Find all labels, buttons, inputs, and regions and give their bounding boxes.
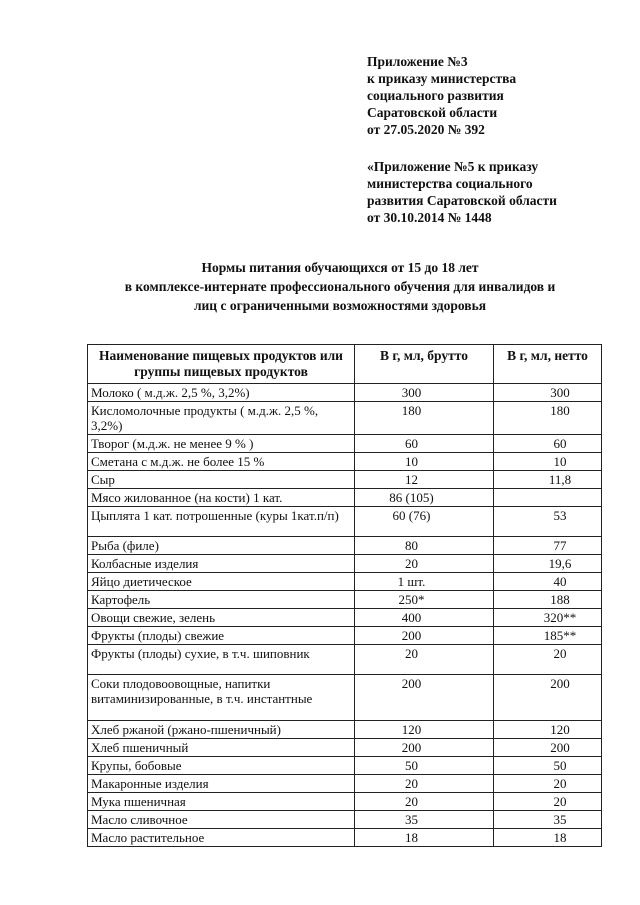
appendix-3-header [367, 53, 516, 138]
table-row [88, 775, 602, 793]
product-name-cell: Молоко ( м.д.ж. 2,5 %, 3,2%) [88, 384, 355, 402]
product-name-cell: Соки плодовоовощные, напитки витаминизированные, в т.ч. инстантные [88, 675, 355, 721]
appendix-5-header [367, 158, 557, 226]
header-net: В г, мл, нетто [494, 345, 602, 384]
table-row [88, 435, 602, 453]
product-name-cell: Сыр [88, 471, 355, 489]
title-line: Нормы питания обучающихся от 15 до 18 лет [201, 260, 479, 275]
product-name-cell: Творог (м.д.ж. не менее 9 % ) [88, 435, 355, 453]
gross-value-cell: 20 [355, 555, 494, 573]
product-name-cell: Цыплята 1 кат. потрошенные (куры 1кат.п/п) [88, 507, 355, 537]
gross-value-cell: 200 [355, 675, 494, 721]
gross-value-cell: 10 [355, 453, 494, 471]
table-body [88, 384, 602, 847]
net-value-cell: 200 [494, 739, 602, 757]
product-name-cell: Крупы, бобовые [88, 757, 355, 775]
product-name-cell: Яйцо диетическое [88, 573, 355, 591]
appendix-3-line: социального развития [367, 88, 504, 103]
gross-value-cell: 60 [355, 435, 494, 453]
net-value-cell: 20 [494, 775, 602, 793]
product-name-cell: Фрукты (плоды) сухие, в т.ч. шиповник [88, 645, 355, 675]
table-header-row [88, 345, 602, 384]
gross-value-cell: 20 [355, 775, 494, 793]
product-name-cell: Сметана с м.д.ж. не более 15 % [88, 453, 355, 471]
header-gross: В г, мл, брутто [355, 345, 494, 384]
table-row [88, 555, 602, 573]
appendix-5-line: развития Саратовской области [367, 193, 557, 208]
table-row [88, 573, 602, 591]
table-row [88, 537, 602, 555]
net-value-cell: 20 [494, 645, 602, 675]
net-value-cell: 11,8 [494, 471, 602, 489]
gross-value-cell: 18 [355, 829, 494, 847]
net-value-cell: 53 [494, 507, 602, 537]
table-row [88, 471, 602, 489]
gross-value-cell: 1 шт. [355, 573, 494, 591]
table-row [88, 811, 602, 829]
net-value-cell: 188 [494, 591, 602, 609]
product-name-cell: Мука пшеничная [88, 793, 355, 811]
gross-value-cell: 86 (105) [355, 489, 494, 507]
net-value-cell: 185** [494, 627, 602, 645]
product-name-cell: Колбасные изделия [88, 555, 355, 573]
gross-value-cell: 20 [355, 793, 494, 811]
gross-value-cell: 80 [355, 537, 494, 555]
net-value-cell: 300 [494, 384, 602, 402]
product-name-cell: Рыба (филе) [88, 537, 355, 555]
net-value-cell: 120 [494, 721, 602, 739]
product-name-cell: Мясо жилованное (на кости) 1 кат. [88, 489, 355, 507]
gross-value-cell: 180 [355, 402, 494, 435]
net-value-cell: 50 [494, 757, 602, 775]
table-row [88, 675, 602, 721]
document-title [60, 258, 620, 315]
table-row [88, 402, 602, 435]
net-value-cell: 200 [494, 675, 602, 721]
appendix-3-line: от 27.05.2020 № 392 [367, 122, 485, 137]
gross-value-cell: 60 (76) [355, 507, 494, 537]
title-line: лиц с ограниченными возможностями здоровья [193, 298, 487, 313]
net-value-cell: 180 [494, 402, 602, 435]
net-value-cell: 18 [494, 829, 602, 847]
net-value-cell: 20 [494, 793, 602, 811]
net-value-cell: 19,6 [494, 555, 602, 573]
table-row [88, 829, 602, 847]
title-line: в комплексе-интернате профессионального обучения для инвалидов и [124, 279, 556, 294]
table-row [88, 645, 602, 675]
net-value-cell [494, 489, 602, 507]
header-product-name: Наименование пищевых продуктов или группы пищевых продуктов [88, 345, 355, 384]
table-row [88, 757, 602, 775]
table-row [88, 721, 602, 739]
nutrition-norms-table [87, 344, 602, 847]
appendix-5-line: министерства социального [367, 176, 533, 191]
product-name-cell: Кисломолочные продукты ( м.д.ж. 2,5 %, 3,2%) [88, 402, 355, 435]
gross-value-cell: 12 [355, 471, 494, 489]
table-row [88, 453, 602, 471]
table-row [88, 507, 602, 537]
gross-value-cell: 200 [355, 627, 494, 645]
appendix-3-line: к приказу министерства [367, 71, 517, 86]
table-row [88, 384, 602, 402]
gross-value-cell: 35 [355, 811, 494, 829]
product-name-cell: Хлеб пшеничный [88, 739, 355, 757]
product-name-cell: Масло растительное [88, 829, 355, 847]
table-row [88, 793, 602, 811]
table-row [88, 591, 602, 609]
gross-value-cell: 300 [355, 384, 494, 402]
gross-value-cell: 120 [355, 721, 494, 739]
product-name-cell: Овощи свежие, зелень [88, 609, 355, 627]
net-value-cell: 10 [494, 453, 602, 471]
appendix-5-line: «Приложение №5 к приказу [367, 159, 539, 174]
net-value-cell: 60 [494, 435, 602, 453]
gross-value-cell: 250* [355, 591, 494, 609]
product-name-cell: Макаронные изделия [88, 775, 355, 793]
table-row [88, 489, 602, 507]
product-name-cell: Картофель [88, 591, 355, 609]
product-name-cell: Хлеб ржаной (ржано-пшеничный) [88, 721, 355, 739]
appendix-3-line: Приложение №3 [367, 54, 468, 69]
appendix-3-line: Саратовской области [367, 105, 498, 120]
appendix-5-line: от 30.10.2014 № 1448 [367, 210, 492, 225]
net-value-cell: 40 [494, 573, 602, 591]
net-value-cell: 35 [494, 811, 602, 829]
table-row [88, 609, 602, 627]
table-row [88, 627, 602, 645]
product-name-cell: Масло сливочное [88, 811, 355, 829]
table-row [88, 739, 602, 757]
gross-value-cell: 200 [355, 739, 494, 757]
product-name-cell: Фрукты (плоды) свежие [88, 627, 355, 645]
net-value-cell: 77 [494, 537, 602, 555]
net-value-cell: 320** [494, 609, 602, 627]
gross-value-cell: 50 [355, 757, 494, 775]
gross-value-cell: 20 [355, 645, 494, 675]
gross-value-cell: 400 [355, 609, 494, 627]
